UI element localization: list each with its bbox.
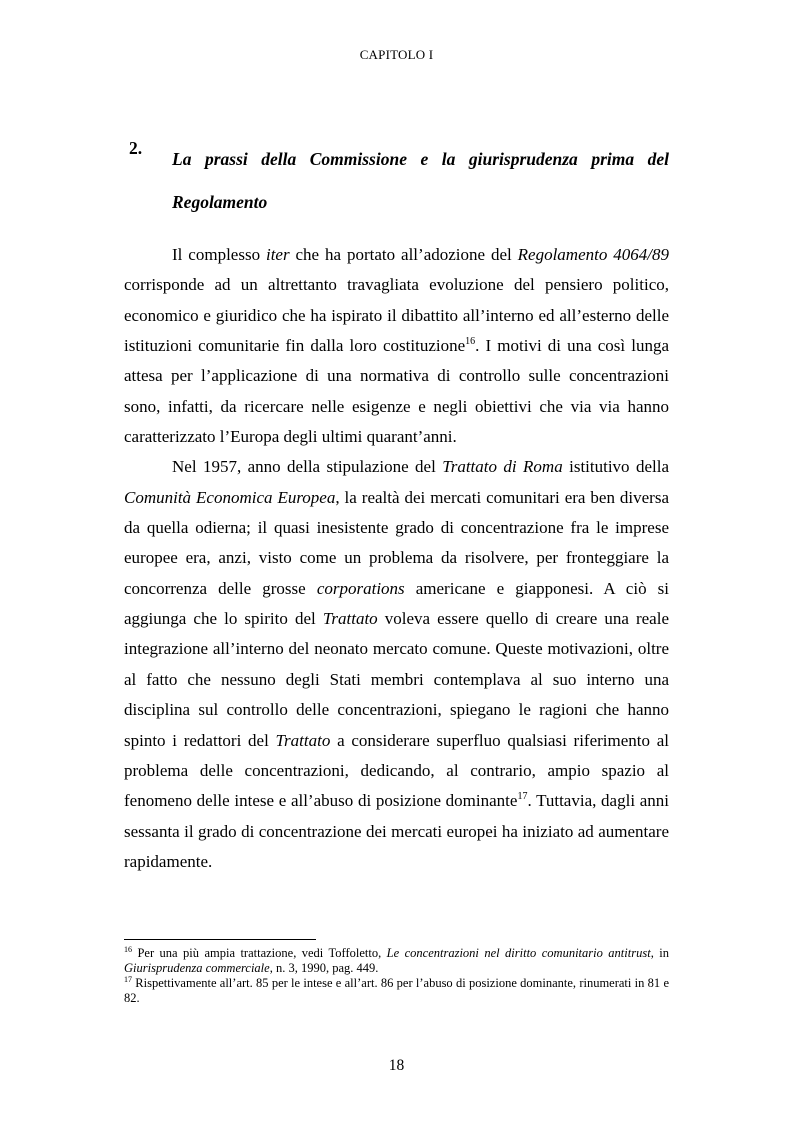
body-text [124, 240, 669, 877]
footnote-ref-17[interactable]: 17 [517, 791, 528, 803]
section-title: La prassi della Commissione e la giurisprudenza prima del Regolamento [172, 149, 669, 212]
paragraph-2: Nel 1957, anno della stipulazione del Trattato di Roma istitutivo della Comunità Economica Europea, la realtà dei mercati comunitari era ben diversa da quella odierna; il quasi inesistente grado di concentrazione fra le imprese europee era, anzi, visto come un problema da risolvere, per fronteggiare la concorrenza delle grosse corporations americane e giapponesi. A ciò si aggiunga che lo spirito del Trattato voleva essere quello di creare una reale integrazione all’interno del neonato mercato comune. Queste motivazioni, oltre al fatto che nessuno degli Stati membri contemplava al suo interno una disciplina sul controllo delle concentrazioni, spiegano le ragioni che hanno spinto i redattori del Trattato a considerare superfluo qualsiasi riferimento al problema delle concentrazioni, dedicando, al contrario, ampio spazio al fenomeno delle intese e all’abuso di posizione dominante$^{17}$. Tuttavia, dagli anni sessanta il grado di concentrazione dei mercati europei ha iniziato ad aumentare rapidamente. [124, 457, 670, 871]
footnote-17: $^{17}$ Rispettivamente all’art. 85 per le intese e all’art. 86 per l’abuso di posizione dominante, rinumerati in 81 e 82. [124, 975, 669, 1005]
paragraph-1: Il complesso iter che ha portato all’adozione del Regolamento 4064/89 corrisponde ad un altrettanto travagliata evoluzione del pensiero politico, economico e giuridico che ha ispirato il dibattito all’interno ed all’esterno delle istituzioni comunitarie fin dalla loro costituzione$^{16}$. I motivi di una così lunga attesa per l’applicazione di una normativa di controllo sulle concentrazioni sono, infatti, da ricercare nelle esigenze e negli obiettivi che via via hanno caratterizzato l’Europa degli ultimi quarant’anni. [124, 245, 669, 447]
footnote-16: $^{16}$ Per una più ampia trattazione, vedi Toffoletto, Le concentrazioni nel diritto comunitario antitrust, in Giurisprudenza commerciale, n. 3, 1990, pag. 449. [124, 945, 669, 975]
footnote-divider [124, 939, 316, 940]
footnotes [124, 946, 669, 1006]
page-number: 18 [388, 1057, 405, 1074]
running-header: CAPITOLO I [359, 47, 434, 62]
footnote-ref-16[interactable]: 16 [465, 336, 476, 348]
section-number: 2. [129, 138, 143, 158]
